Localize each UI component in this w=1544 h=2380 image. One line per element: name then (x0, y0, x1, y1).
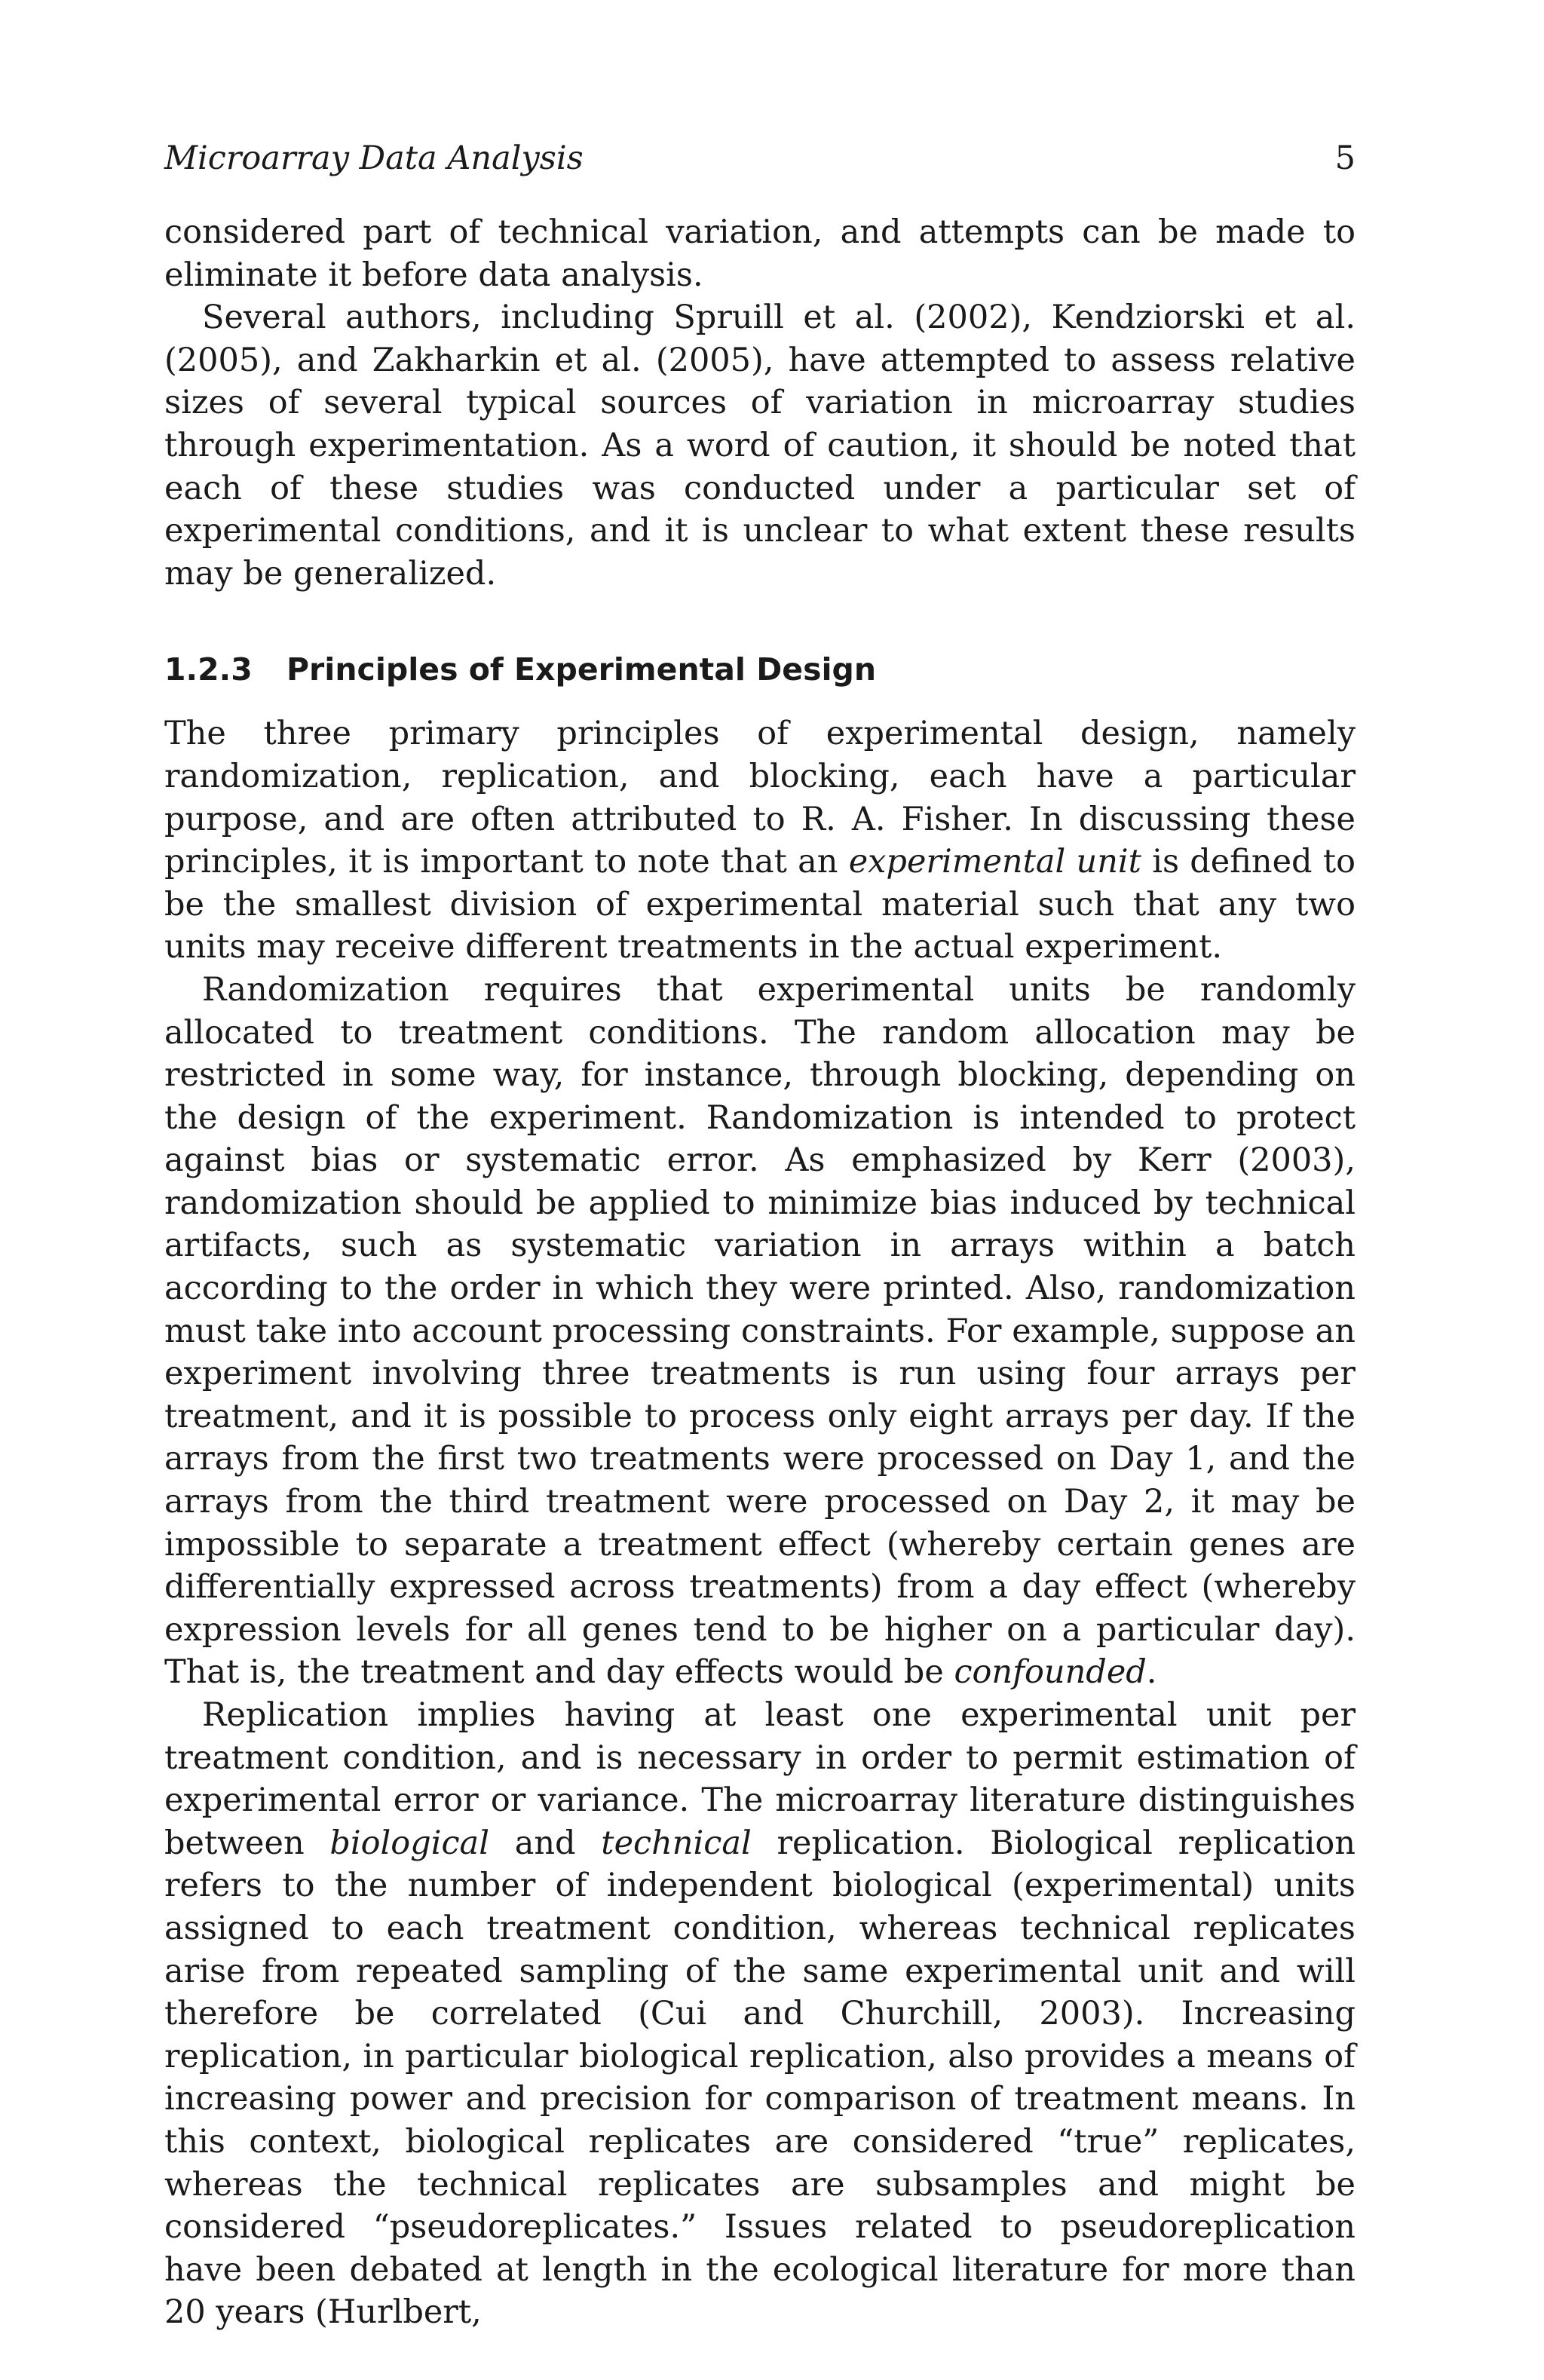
italic-term-technical: technical (601, 1824, 752, 1862)
running-title: Microarray Data Analysis (164, 139, 584, 177)
section-title: Principles of Experimental Design (286, 651, 877, 688)
text-run: is defined to be the smallest division of experimental material such that any two units may receive different treatments in the actual experiment. (164, 843, 1356, 966)
text-run: The three primary principles of experimental design, namely randomization, replication, and blocking, each have a particular purpose, and are often attributed to R. A. Fisher. In discussing these principles, it is important to note that an (164, 715, 1356, 881)
section-number: 1.2.3 (164, 651, 253, 688)
page-number: 5 (1334, 139, 1356, 177)
italic-term-biological: biological (329, 1824, 489, 1862)
paragraph-continuation: considered part of technical variation, and attempts can be made to eliminate it before data analysis. (164, 213, 1356, 294)
paragraph-randomization (164, 969, 1356, 1694)
italic-term-experimental-unit: experimental unit (848, 843, 1141, 881)
section-heading (164, 648, 1356, 691)
paragraph-principles (164, 712, 1356, 969)
text-run: . (1146, 1653, 1157, 1692)
text-run: Replication implies having at least one experimental unit per treatment condition, and is necessary in order to permit estimation of experimental error or variance. The microarray literature distinguishes between (164, 1696, 1356, 1862)
book-page (164, 134, 1356, 2334)
text-run: and (489, 1824, 602, 1862)
italic-term-confounded: confounded (954, 1653, 1147, 1692)
paragraph-variation-studies: Several authors, including Spruill et al. (2002), Kendziorski et al. (2005), and Zakharkin et al. (2005), have attempted to assess relative sizes of several typical sources of variation in microarray studies through experimentation. As a word of caution, it should be noted that each of these studies was conducted under a particular set of experimental conditions, and it is unclear to what extent these results may be generalized. (164, 299, 1356, 593)
text-run: replication. Biological replication refers to the number of independent biological (experimental) units assigned to each treatment condition, whereas technical replicates arise from repeated sampling of the same experimental unit and will therefore be correlated (Cui and Churchill, 2003). Increasing replication, in particular biological replication, also provides a means of increasing power and precision for comparison of treatment means. In this context, biological replicates are considered “true” replicates, whereas the technical replicates are subsamples and might be considered “pseudoreplicates.” Issues related to pseudoreplication have been debated at length in the ecological literature for more than 20 years (Hurlbert, (164, 1824, 1356, 2332)
paragraph-replication (164, 1694, 1356, 2334)
body-text (164, 211, 1356, 2334)
running-header (164, 134, 1356, 182)
text-run: Randomization requires that experimental units be randomly allocated to treatment conditions. The random allocation may be restricted in some way, for instance, through blocking, depending on the design of the experiment. Randomization is intended to protect against bias or systematic error. As emphasized by Kerr (2003), randomization should be applied to minimize bias induced by technical artifacts, such as systematic variation in arrays within a batch according to the order in which they were printed. Also, randomization must take into account processing constraints. For example, suppose an experiment involving three treatments is run using four arrays per treatment, and it is possible to process only eight arrays per day. If the arrays from the first two treatments were processed on Day 1, and the arrays from the third treatment were processed on Day 2, it may be impossible to separate a treatment effect (whereby certain genes are differentially expressed across treatments) from a day effect (whereby expression levels for all genes tend to be higher on a particular day). That is, the treatment and day effects would be (164, 970, 1356, 1692)
